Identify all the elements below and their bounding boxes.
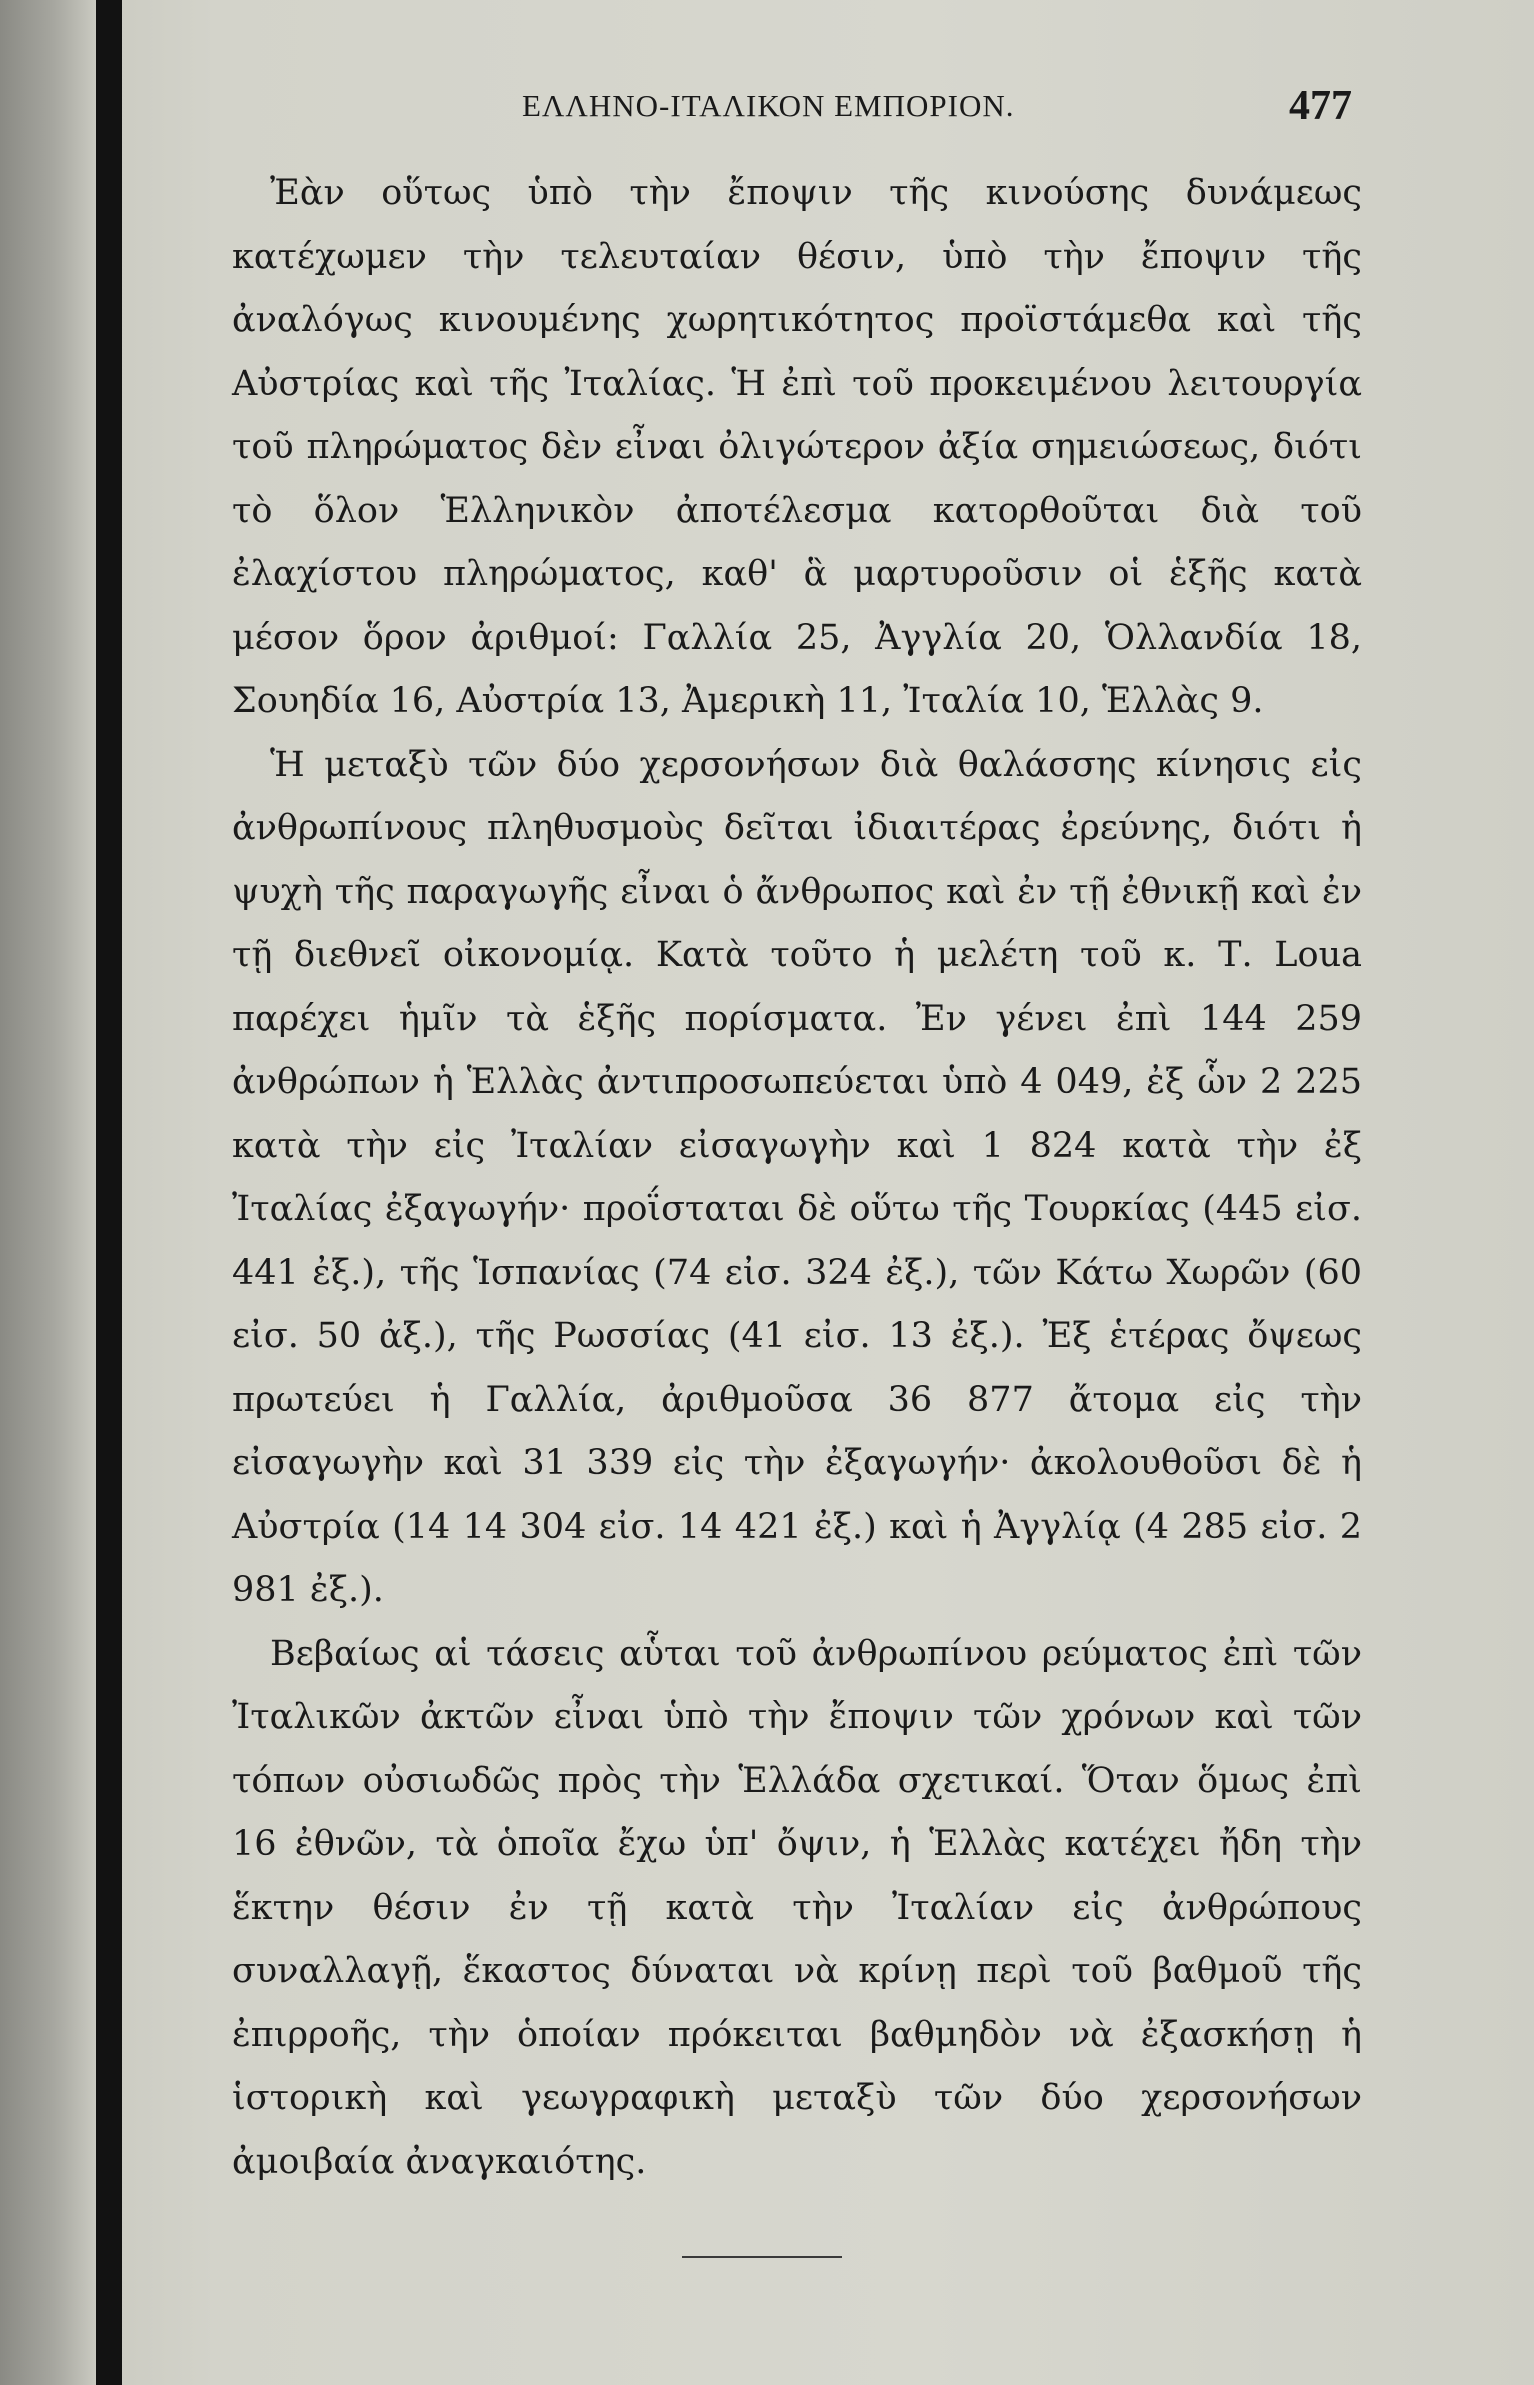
- book-page: [232, 82, 1362, 2258]
- body-text: [232, 162, 1362, 2194]
- paragraph-1: Ἐὰν οὕτως ὑπὸ τὴν ἔποψιν τῆς κινούσης δυνάμεως κατέχωμεν τὴν τελευταίαν θέσιν, ὑπὸ τὴν ἔποψιν τῆς ἀναλόγως κινουμένης χωρητικότητος προϊστάμεθα καὶ τῆς Αὐστρίας καὶ τῆς Ἰταλίας. Ἡ ἐπὶ τοῦ προκειμένου λειτουργία τοῦ πληρώματος δὲν εἶναι ὀλιγώτερον ἀξία σημειώσεως, διότι τὸ ὅλον Ἑλληνικὸν ἀποτέλεσμα κατορθοῦται διὰ τοῦ ἐλαχίστου πληρώματος, καθ' ἃ μαρτυροῦσιν οἱ ἑξῆς κατὰ μέσον ὅρον ἀριθμοί: Γαλλία 25, Ἀγγλία 20, Ὁλλανδία 18, Σουηδία 16, Αὐστρία 13, Ἀμερικὴ 11, Ἰταλία 10, Ἑλλὰς 9.: [232, 173, 1362, 721]
- page-header: [232, 82, 1362, 142]
- section-end-rule: [682, 2256, 842, 2258]
- page-number: 477: [1289, 83, 1352, 129]
- binding-gutter-shadow: [0, 0, 96, 2385]
- paragraph-3: Βεβαίως αἱ τάσεις αὗται τοῦ ἀνθρωπίνου ρεύματος ἐπὶ τῶν Ἰταλικῶν ἀκτῶν εἶναι ὑπὸ τὴν ἔποψιν τῶν χρόνων καὶ τῶν τόπων οὐσιωδῶς πρὸς τὴν Ἑλλάδα σχετικαί. Ὅταν ὅμως ἐπὶ 16 ἐθνῶν, τὰ ὁποῖα ἔχω ὑπ' ὄψιν, ἡ Ἑλλὰς κατέχει ἤδη τὴν ἕκτην θέσιν ἐν τῇ κατὰ τὴν Ἰταλίαν εἰς ἀνθρώπους συναλλαγῇ, ἕκαστος δύναται νὰ κρίνῃ περὶ τοῦ βαθμοῦ τῆς ἐπιρροῆς, τὴν ὁποίαν πρόκειται βαθμηδὸν νὰ ἐξασκήσῃ ἡ ἱστορικὴ καὶ γεωγραφικὴ μεταξὺ τῶν δύο χερσονήσων ἀμοιβαία ἀναγκαιότης.: [232, 1633, 1362, 2182]
- running-title: ΕΛΛΗΝΟ-ΙΤΑΛΙΚΟΝ ΕΜΠΟΡΙΟΝ.: [522, 88, 1015, 123]
- paragraph-2: Ἡ μεταξὺ τῶν δύο χερσονήσων διὰ θαλάσσης κίνησις εἰς ἀνθρωπίνους πληθυσμοὺς δεῖται ἰδιαιτέρας ἐρεύνης, διότι ἡ ψυχὴ τῆς παραγωγῆς εἶναι ὁ ἄνθρωπος καὶ ἐν τῇ ἐθνικῇ καὶ ἐν τῇ διεθνεῖ οἰκονομίᾳ. Κατὰ τοῦτο ἡ μελέτη τοῦ κ. Τ. Loua παρέχει ἡμῖν τὰ ἑξῆς πορίσματα. Ἐν γένει ἐπὶ 144 259 ἀνθρώπων ἡ Ἑλλὰς ἀντιπροσωπεύεται ὑπὸ 4 049, ἐξ ὧν 2 225 κατὰ τὴν εἰς Ἰταλίαν εἰσαγωγὴν καὶ 1 824 κατὰ τὴν ἐξ Ἰταλίας ἐξαγωγήν· προΐσταται δὲ οὕτω τῆς Τουρκίας (445 εἰσ. 441 ἐξ.), τῆς Ἱσπανίας (74 εἰσ. 324 ἐξ.), τῶν Κάτω Χωρῶν (60 εἰσ. 50 ἀξ.), τῆς Ρωσσίας (41 εἰσ. 13 ἐξ.). Ἐξ ἑτέρας ὄψεως πρωτεύει ἡ Γαλλία, ἀριθμοῦσα 36 877 ἄτομα εἰς τὴν εἰσαγωγὴν καὶ 31 339 εἰς τὴν ἐξαγωγήν· ἀκολουθοῦσι δὲ ἡ Αὐστρία (14 14 304 εἰσ. 14 421 ἐξ.) καὶ ἡ Ἀγγλίᾳ (4 285 εἰσ. 2 981 ἐξ.).: [232, 744, 1362, 1610]
- binding-edge: [96, 0, 122, 2385]
